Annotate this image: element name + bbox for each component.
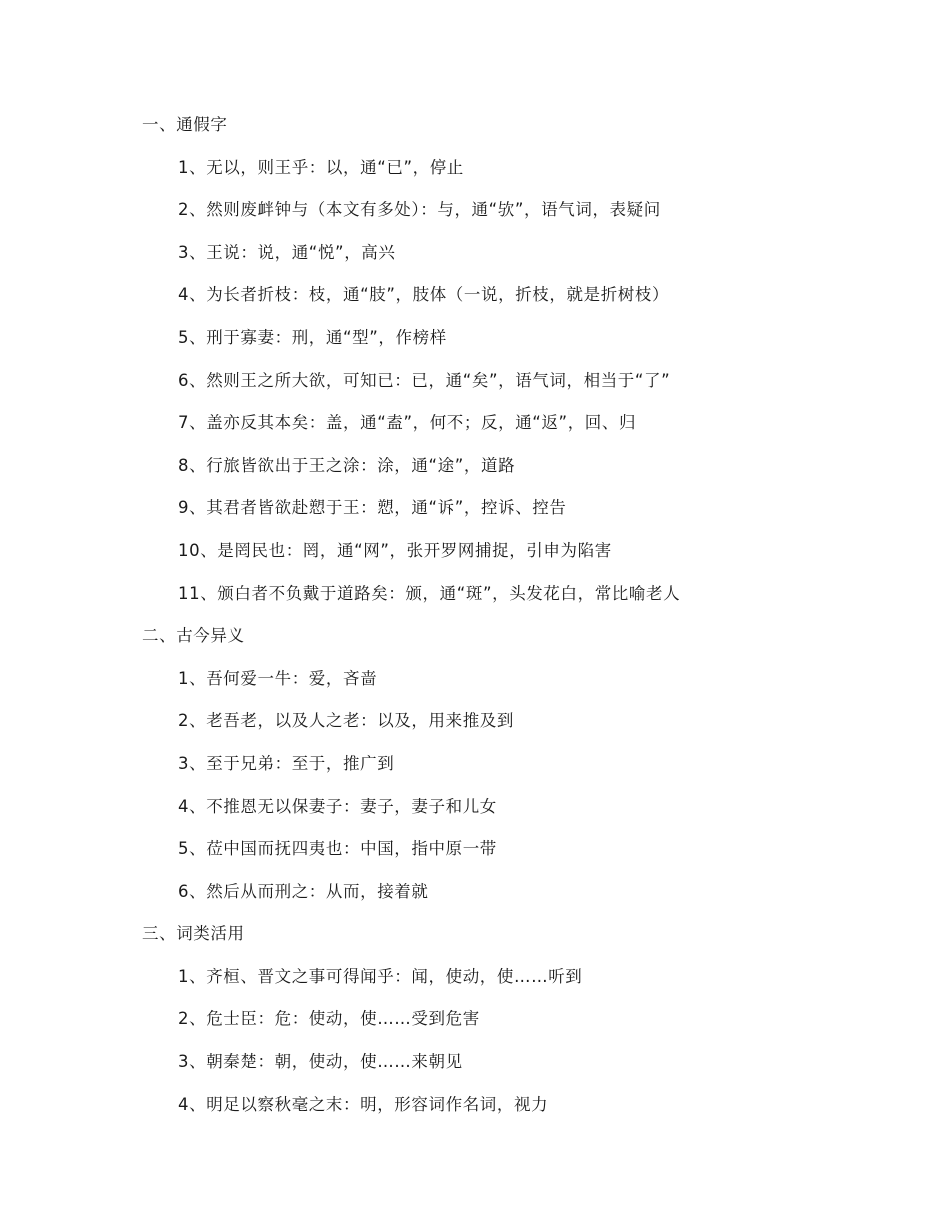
section-heading-cileihuoyong: 三、词类活用 — [142, 924, 245, 944]
list-item: 7、盖亦反其本矣：盖，通“盍”，何不；反，通“返”，回、归 — [178, 413, 637, 433]
list-item: 11、颁白者不负戴于道路矣：颁，通“斑”，头发花白，常比喻老人 — [178, 583, 681, 603]
list-item: 2、然则废衅钟与（本文有多处）：与，通“欤”，语气词，表疑问 — [178, 200, 661, 220]
list-item: 3、朝秦楚：朝，使动，使……来朝见 — [178, 1052, 463, 1072]
list-item: 6、然后从而刑之：从而，接着就 — [178, 881, 429, 901]
section-heading-tongjiazi: 一、通假字 — [142, 115, 228, 134]
list-item: 3、王说：说，通“悦”，高兴 — [178, 242, 396, 262]
list-item: 1、吾何爱一牛：爱，吝啬 — [178, 668, 378, 688]
list-item: 4、明足以察秋毫之末：明，形容词作名词，视力 — [178, 1094, 549, 1114]
section-heading-gujinyiyi: 二、古今异义 — [142, 626, 245, 646]
list-item: 1、齐桓、晋文之事可得闻乎：闻，使动，使……听到 — [178, 966, 583, 986]
list-item: 10、是罔民也：罔，通“网”，张开罗网捕捉，引申为陷害 — [178, 540, 612, 560]
list-item: 2、老吾老，以及人之老：以及，用来推及到 — [178, 711, 514, 731]
list-item: 1、无以，则王乎：以，通“已”，停止 — [178, 157, 464, 177]
list-item: 9、其君者皆欲赴愬于王：愬，通“诉”，控诉、控告 — [178, 498, 567, 518]
list-item: 2、危士臣：危：使动，使……受到危害 — [178, 1009, 480, 1029]
list-item: 5、刑于寡妻：刑，通“型”，作榜样 — [178, 327, 447, 347]
list-item: 8、行旅皆欲出于王之涂：涂，通“途”，道路 — [178, 455, 516, 475]
list-item: 4、不推恩无以保妻子：妻子，妻子和儿女 — [178, 796, 497, 816]
document-content — [142, 112, 902, 1134]
list-item: 6、然则王之所大欲，可知已：已，通“矣”，语气词，相当于“了” — [178, 370, 671, 390]
list-item: 5、莅中国而抚四夷也：中国，指中原一带 — [178, 839, 497, 859]
list-item: 3、至于兄弟：至于，推广到 — [178, 753, 395, 773]
list-item: 4、为长者折枝：枝，通“肢”，肢体（一说，折枝，就是折树枝） — [178, 285, 670, 305]
